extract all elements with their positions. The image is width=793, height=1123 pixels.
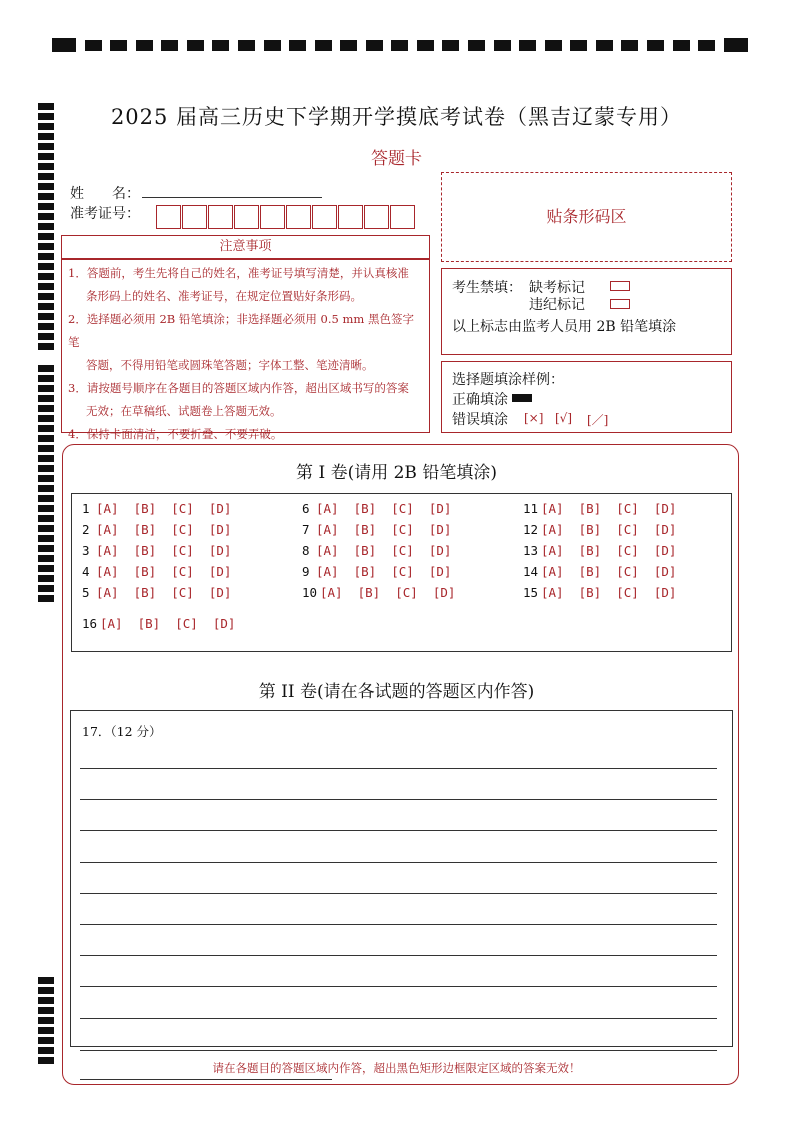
fill-sample-box — [441, 361, 732, 433]
timing-mark — [38, 313, 54, 320]
timing-mark — [494, 40, 511, 51]
timing-mark — [38, 263, 54, 270]
absent-mark-box[interactable] — [610, 281, 630, 291]
writing-line — [80, 986, 717, 987]
id-digit-box[interactable] — [338, 205, 363, 229]
prohibit-label: 考生禁填： — [452, 280, 522, 296]
timing-mark — [38, 575, 54, 582]
writing-line — [80, 830, 717, 831]
prohibit-box — [441, 268, 732, 355]
writing-line — [80, 924, 717, 925]
timing-mark — [289, 40, 306, 51]
timing-mark — [38, 395, 54, 402]
timing-mark — [110, 40, 127, 51]
question-number: 2 — [82, 522, 90, 537]
timing-mark — [187, 40, 204, 51]
timing-mark — [724, 38, 748, 52]
writing-line — [80, 955, 717, 956]
timing-mark — [647, 40, 664, 51]
mcq-question[interactable] — [523, 564, 676, 579]
timing-mark — [38, 1047, 54, 1054]
timing-mark — [38, 253, 54, 260]
timing-mark — [38, 173, 54, 180]
footer-rule-bottom — [80, 1079, 332, 1080]
timing-mark — [673, 40, 690, 51]
name-label: 姓 名： — [70, 186, 140, 202]
id-digit-box[interactable] — [390, 205, 415, 229]
mcq-question[interactable] — [82, 564, 231, 579]
sample-title: 选择题填涂样例： — [452, 372, 564, 388]
timing-mark — [38, 545, 54, 552]
timing-mark — [340, 40, 357, 51]
question-number: 5 — [82, 585, 90, 600]
question-number: 15 — [523, 585, 539, 600]
timing-mark — [38, 997, 54, 1004]
timing-mark — [38, 1027, 54, 1034]
mcq-question[interactable] — [523, 522, 676, 537]
mcq-question[interactable] — [82, 543, 231, 558]
q17-label: 17．（12 分） — [82, 724, 162, 739]
timing-mark — [38, 293, 54, 300]
timing-mark — [38, 333, 54, 340]
timing-mark — [38, 987, 54, 994]
notes-body — [61, 259, 430, 441]
id-digit-box[interactable] — [286, 205, 311, 229]
question-number: 3 — [82, 543, 90, 558]
wrong-fill-label: 错误填涂 — [452, 412, 508, 428]
id-number-boxes[interactable] — [156, 205, 415, 229]
timing-mark — [442, 40, 459, 51]
timing-mark — [85, 40, 102, 51]
id-digit-box[interactable] — [312, 205, 337, 229]
id-digit-box[interactable] — [260, 205, 285, 229]
timing-mark — [38, 213, 54, 220]
timing-mark — [264, 40, 281, 51]
id-label: 准考证号： — [70, 206, 140, 222]
part1-title: 第 I 卷(请用 2B 铅笔填涂) — [296, 463, 497, 483]
answer-options[interactable]: [A] [B] [C] [D] — [316, 501, 452, 516]
timing-mark — [38, 233, 54, 240]
barcode-area — [441, 172, 732, 262]
question-number: 7 — [302, 522, 310, 537]
question-number: 8 — [302, 543, 310, 558]
timing-mark — [468, 40, 485, 51]
footer-warning: 请在各题目的答题区域内作答，超出黑色矩形边框限定区域的答案无效！ — [212, 1061, 581, 1075]
timing-mark — [38, 375, 54, 382]
answer-options[interactable]: [A] [B] [C] [D] — [316, 564, 452, 579]
writing-line — [80, 893, 717, 894]
timing-mark — [38, 595, 54, 602]
answer-options[interactable]: [A] [B] [C] [D] — [541, 564, 677, 579]
absent-mark-label: 缺考标记 — [529, 280, 585, 296]
barcode-label: 贴条形码区 — [546, 207, 627, 226]
notes-header — [61, 235, 430, 259]
id-digit-box[interactable] — [182, 205, 207, 229]
timing-mark — [38, 405, 54, 412]
timing-mark — [38, 273, 54, 280]
left-timing-marks-upper — [38, 103, 54, 350]
mcq-question[interactable] — [302, 543, 451, 558]
timing-mark — [417, 40, 434, 51]
q17-answer-box[interactable] — [70, 710, 733, 1047]
answer-options[interactable]: [A] [B] [C] [D] — [541, 501, 677, 516]
question-number: 1 — [82, 501, 90, 516]
timing-mark — [38, 515, 54, 522]
id-digit-box[interactable] — [156, 205, 181, 229]
note-line: 答题，不得用铅笔或圆珠笔答题；字体工整、笔迹清晰。 — [86, 358, 374, 372]
mcq-question[interactable] — [82, 585, 231, 600]
correct-fill-label: 正确填涂 — [452, 392, 508, 408]
wrong-mark-1: [×] — [524, 411, 544, 425]
timing-mark — [38, 555, 54, 562]
mcq-question[interactable] — [82, 501, 231, 516]
mcq-question[interactable] — [302, 564, 451, 579]
mcq-question[interactable] — [523, 543, 676, 558]
timing-mark — [545, 40, 562, 51]
answer-options[interactable]: [A] [B] [C] [D] — [96, 501, 232, 516]
timing-mark — [38, 223, 54, 230]
timing-mark — [38, 1037, 54, 1044]
question-number: 10 — [302, 585, 318, 600]
question-number: 16 — [82, 616, 98, 631]
timing-mark — [38, 445, 54, 452]
timing-mark — [38, 193, 54, 200]
name-field[interactable] — [142, 197, 322, 198]
timing-mark — [315, 40, 332, 51]
violation-mark-box[interactable] — [610, 299, 630, 309]
answer-options[interactable]: [A] [B] [C] [D] — [100, 616, 236, 631]
timing-mark — [391, 40, 408, 51]
timing-mark — [161, 40, 178, 51]
timing-mark — [38, 203, 54, 210]
answer-options[interactable]: [A] [B] [C] [D] — [541, 543, 677, 558]
question-number: 6 — [302, 501, 310, 516]
answer-options[interactable]: [A] [B] [C] [D] — [541, 585, 677, 600]
wrong-mark-3: [／] — [587, 413, 609, 427]
mcq-question[interactable] — [302, 522, 451, 537]
question-number: 11 — [523, 501, 539, 516]
top-timing-marks — [52, 38, 748, 52]
timing-mark — [38, 435, 54, 442]
timing-mark — [38, 425, 54, 432]
answer-options[interactable]: [A] [B] [C] [D] — [316, 522, 452, 537]
timing-mark — [366, 40, 383, 51]
timing-mark — [38, 505, 54, 512]
note-line: 4．保持卡面清洁，不要折叠、不要弄破。 — [68, 427, 283, 441]
mcq-question[interactable] — [523, 501, 676, 516]
timing-mark — [38, 365, 54, 372]
answer-options[interactable]: [A] [B] [C] [D] — [96, 564, 232, 579]
exam-title: 2025 届高三历史下学期开学摸底考试卷（黑吉辽蒙专用） — [110, 105, 683, 129]
writing-line — [80, 1018, 717, 1019]
timing-mark — [38, 485, 54, 492]
left-timing-marks-middle — [38, 365, 54, 602]
timing-mark — [52, 38, 76, 52]
timing-mark — [38, 385, 54, 392]
id-digit-box[interactable] — [208, 205, 233, 229]
writing-line — [80, 862, 717, 863]
answer-options[interactable]: [A] [B] [C] [D] — [320, 585, 456, 600]
writing-line — [80, 799, 717, 800]
left-timing-marks-lower — [38, 977, 54, 1064]
timing-mark — [136, 40, 153, 51]
question-number: 9 — [302, 564, 310, 579]
writing-line — [80, 768, 717, 769]
question-number: 4 — [82, 564, 90, 579]
timing-mark — [38, 133, 54, 140]
timing-mark — [38, 525, 54, 532]
mcq-question[interactable] — [523, 585, 676, 600]
answer-options[interactable]: [A] [B] [C] [D] — [96, 522, 232, 537]
timing-mark — [38, 415, 54, 422]
timing-mark — [38, 1017, 54, 1024]
answer-card-subtitle: 答题卡 — [371, 149, 422, 169]
timing-mark — [698, 40, 715, 51]
answer-options[interactable]: [A] [B] [C] [D] — [316, 543, 452, 558]
timing-mark — [570, 40, 587, 51]
note-line: 2．选择题必须用 2B 铅笔填涂；非选择题必须用 0.5 mm 黑色签字笔 — [68, 312, 414, 349]
timing-mark — [519, 40, 536, 51]
timing-mark — [38, 283, 54, 290]
mcq-question[interactable] — [82, 522, 231, 537]
timing-mark — [38, 495, 54, 502]
timing-mark — [596, 40, 613, 51]
note-line: 条形码上的姓名、准考证号，在规定位置贴好条形码。 — [86, 289, 362, 303]
timing-mark — [238, 40, 255, 51]
timing-mark — [621, 40, 638, 51]
answer-options[interactable]: [A] [B] [C] [D] — [541, 522, 677, 537]
question-number: 13 — [523, 543, 539, 558]
correct-fill-sample — [512, 394, 532, 402]
timing-mark — [38, 1007, 54, 1014]
timing-mark — [38, 303, 54, 310]
violation-mark-label: 违纪标记 — [529, 297, 585, 313]
timing-mark — [38, 977, 54, 984]
timing-mark — [38, 243, 54, 250]
id-digit-box[interactable] — [364, 205, 389, 229]
note-line: 1．答题前，考生先将自己的姓名，准考证号填写清楚，并认真核准 — [68, 266, 409, 280]
question-number: 12 — [523, 522, 539, 537]
question-number: 14 — [523, 564, 539, 579]
note-line: 无效；在草稿纸、试题卷上答题无效。 — [86, 404, 282, 418]
timing-mark — [38, 323, 54, 330]
timing-mark — [38, 565, 54, 572]
timing-mark — [38, 183, 54, 190]
timing-mark — [212, 40, 229, 51]
timing-mark — [38, 343, 54, 350]
part2-title: 第 II 卷(请在各试题的答题区内作答) — [258, 682, 535, 702]
timing-mark — [38, 585, 54, 592]
id-digit-box[interactable] — [234, 205, 259, 229]
answer-options[interactable]: [A] [B] [C] [D] — [96, 543, 232, 558]
mcq-question[interactable] — [302, 501, 451, 516]
wrong-mark-2: [√] — [555, 411, 573, 425]
prohibit-note: 以上标志由监考人员用 2B 铅笔填涂 — [452, 319, 677, 335]
mcq-question[interactable] — [82, 616, 235, 631]
footer-rule-top — [80, 1050, 717, 1051]
answer-options[interactable]: [A] [B] [C] [D] — [96, 585, 232, 600]
timing-mark — [38, 535, 54, 542]
mcq-question[interactable] — [302, 585, 455, 600]
notes-heading: 注意事项 — [219, 239, 272, 254]
note-line: 3．请按题号顺序在各题目的答题区域内作答，超出区域书写的答案 — [68, 381, 409, 395]
